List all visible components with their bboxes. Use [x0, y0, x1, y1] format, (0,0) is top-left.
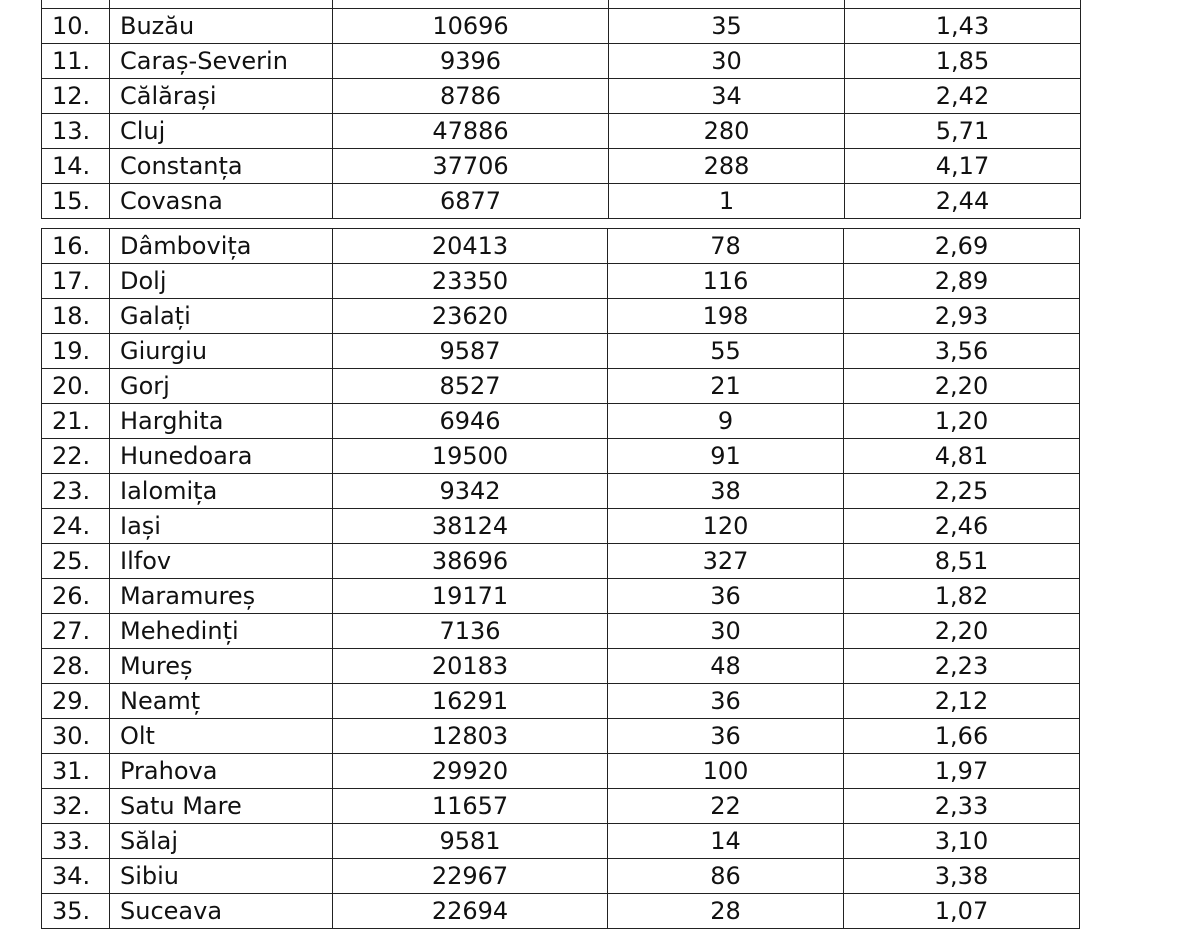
table-row [42, 439, 1080, 474]
value-3-cell: 1,07 [844, 894, 1080, 929]
row-number-cell: 15. [42, 184, 110, 219]
county-name-cell: Hunedoara [110, 439, 333, 474]
value-1-cell: 6946 [333, 404, 608, 439]
value-3-cell: 4,17 [845, 149, 1081, 184]
value-2-cell: 100 [608, 754, 844, 789]
row-number-cell: 23. [42, 474, 110, 509]
row-number-cell: 25. [42, 544, 110, 579]
value-2-cell: 30 [608, 614, 844, 649]
county-name-cell: Olt [110, 719, 333, 754]
table-row [42, 44, 1081, 79]
table-row [42, 404, 1080, 439]
county-table-part-1-body [42, 0, 1081, 219]
value-2-cell: 48 [608, 649, 844, 684]
row-number-cell: 13. [42, 114, 110, 149]
value-3-cell: 1,85 [845, 44, 1081, 79]
county-name-cell: Sălaj [110, 824, 333, 859]
row-number-cell: 26. [42, 579, 110, 614]
value-3-cell: 1,20 [844, 404, 1080, 439]
county-name-cell: Constanța [110, 149, 333, 184]
row-number-cell: 28. [42, 649, 110, 684]
value-3-cell: 2,89 [844, 264, 1080, 299]
value-3-cell: 1,97 [844, 754, 1080, 789]
table-row [42, 299, 1080, 334]
value-1-cell: 23350 [333, 264, 608, 299]
row-number-cell: 35. [42, 894, 110, 929]
row-number-cell: 19. [42, 334, 110, 369]
value-3-cell: 3,10 [844, 824, 1080, 859]
county-table-part-2-body [42, 229, 1080, 929]
value-2-cell: 35 [609, 9, 845, 44]
value-3-cell: 4,81 [844, 439, 1080, 474]
county-name-cell: Cluj [110, 114, 333, 149]
county-name-cell: Galați [110, 299, 333, 334]
value-1-cell: 38124 [333, 509, 608, 544]
table-row [42, 579, 1080, 614]
value-3-cell: 3,56 [844, 334, 1080, 369]
value-1-cell: 22967 [333, 859, 608, 894]
county-name-cell: Buzău [110, 9, 333, 44]
value-1-cell: 10696 [333, 9, 609, 44]
value-3-cell: 2,44 [845, 184, 1081, 219]
county-name-cell: Ilfov [110, 544, 333, 579]
value-3-cell: 2,42 [845, 79, 1081, 114]
value-2-cell: 198 [608, 299, 844, 334]
table-row [42, 789, 1080, 824]
value-3-cell: 2,46 [844, 509, 1080, 544]
value-2-cell: 22 [608, 789, 844, 824]
row-number-cell: 27. [42, 614, 110, 649]
county-name-cell: Mehedinți [110, 614, 333, 649]
county-name-cell: Sibiu [110, 859, 333, 894]
value-1-cell: 8527 [333, 369, 608, 404]
row-number-cell: 32. [42, 789, 110, 824]
value-2-cell: 36 [608, 719, 844, 754]
value-1-cell [333, 0, 609, 9]
county-name-cell: Neamț [110, 684, 333, 719]
value-3-cell: 8,51 [844, 544, 1080, 579]
table-row [42, 474, 1080, 509]
row-number-cell: 12. [42, 79, 110, 114]
value-3-cell: 2,25 [844, 474, 1080, 509]
value-1-cell: 9396 [333, 44, 609, 79]
table-row [42, 649, 1080, 684]
row-number-cell: 10. [42, 9, 110, 44]
value-2-cell: 28 [608, 894, 844, 929]
table-row [42, 229, 1080, 264]
county-name-cell: Dolj [110, 264, 333, 299]
row-number-cell [42, 0, 110, 9]
row-number-cell: 30. [42, 719, 110, 754]
value-2-cell: 36 [608, 684, 844, 719]
value-3-cell: 2,20 [844, 614, 1080, 649]
county-name-cell: Satu Mare [110, 789, 333, 824]
value-1-cell: 6877 [333, 184, 609, 219]
value-1-cell: 37706 [333, 149, 609, 184]
table-row [42, 509, 1080, 544]
value-1-cell: 19500 [333, 439, 608, 474]
county-name-cell: Ialomița [110, 474, 333, 509]
county-name-cell: Mureș [110, 649, 333, 684]
table-row [42, 859, 1080, 894]
value-2-cell: 21 [608, 369, 844, 404]
value-2-cell: 14 [608, 824, 844, 859]
value-1-cell: 20413 [333, 229, 608, 264]
county-name-cell: Iași [110, 509, 333, 544]
value-2-cell: 78 [608, 229, 844, 264]
table-row [42, 824, 1080, 859]
value-3-cell: 3,38 [844, 859, 1080, 894]
value-1-cell: 12803 [333, 719, 608, 754]
table-row [42, 614, 1080, 649]
row-number-cell: 18. [42, 299, 110, 334]
row-number-cell: 31. [42, 754, 110, 789]
value-1-cell: 47886 [333, 114, 609, 149]
value-3-cell: 2,93 [844, 299, 1080, 334]
value-3-cell: 2,23 [844, 649, 1080, 684]
value-2-cell: 9 [608, 404, 844, 439]
county-name-cell: Caraș-Severin [110, 44, 333, 79]
value-3-cell: 1,82 [844, 579, 1080, 614]
table-row [42, 719, 1080, 754]
table-row [42, 754, 1080, 789]
row-number-cell: 17. [42, 264, 110, 299]
row-number-cell: 24. [42, 509, 110, 544]
value-1-cell: 29920 [333, 754, 608, 789]
value-2-cell: 30 [609, 44, 845, 79]
value-3-cell: 2,69 [844, 229, 1080, 264]
value-2-cell [609, 0, 845, 9]
row-number-cell: 33. [42, 824, 110, 859]
row-number-cell: 20. [42, 369, 110, 404]
value-2-cell: 36 [608, 579, 844, 614]
value-2-cell: 116 [608, 264, 844, 299]
table-row [42, 114, 1081, 149]
value-2-cell: 38 [608, 474, 844, 509]
value-3-cell: 2,33 [844, 789, 1080, 824]
value-3-cell: 5,71 [845, 114, 1081, 149]
value-1-cell: 22694 [333, 894, 608, 929]
value-2-cell: 91 [608, 439, 844, 474]
value-2-cell: 34 [609, 79, 845, 114]
county-name-cell: Giurgiu [110, 334, 333, 369]
value-3-cell [845, 0, 1081, 9]
row-number-cell: 21. [42, 404, 110, 439]
county-name-cell: Covasna [110, 184, 333, 219]
table-row [42, 334, 1080, 369]
county-name-cell [110, 0, 333, 9]
value-1-cell: 11657 [333, 789, 608, 824]
value-2-cell: 288 [609, 149, 845, 184]
row-number-cell: 22. [42, 439, 110, 474]
value-1-cell: 23620 [333, 299, 608, 334]
value-2-cell: 86 [608, 859, 844, 894]
value-1-cell: 9587 [333, 334, 608, 369]
value-1-cell: 19171 [333, 579, 608, 614]
county-name-cell: Suceava [110, 894, 333, 929]
value-1-cell: 16291 [333, 684, 608, 719]
value-1-cell: 7136 [333, 614, 608, 649]
county-table-part-1 [41, 0, 1081, 219]
value-3-cell: 1,43 [845, 9, 1081, 44]
value-2-cell: 327 [608, 544, 844, 579]
table-row [42, 894, 1080, 929]
table-row [42, 149, 1081, 184]
county-name-cell: Harghita [110, 404, 333, 439]
county-name-cell: Gorj [110, 369, 333, 404]
value-2-cell: 1 [609, 184, 845, 219]
county-table-part-2 [41, 228, 1080, 929]
table-row [42, 369, 1080, 404]
row-number-cell: 11. [42, 44, 110, 79]
county-name-cell: Călărași [110, 79, 333, 114]
value-1-cell: 38696 [333, 544, 608, 579]
table-row [42, 264, 1080, 299]
row-number-cell: 16. [42, 229, 110, 264]
table-row [42, 684, 1080, 719]
value-2-cell: 280 [609, 114, 845, 149]
table-row [42, 0, 1081, 9]
value-2-cell: 120 [608, 509, 844, 544]
table-row [42, 9, 1081, 44]
table-row [42, 184, 1081, 219]
value-1-cell: 9581 [333, 824, 608, 859]
value-2-cell: 55 [608, 334, 844, 369]
row-number-cell: 29. [42, 684, 110, 719]
table-row [42, 544, 1080, 579]
county-name-cell: Dâmbovița [110, 229, 333, 264]
county-name-cell: Maramureș [110, 579, 333, 614]
value-1-cell: 20183 [333, 649, 608, 684]
value-1-cell: 8786 [333, 79, 609, 114]
county-name-cell: Prahova [110, 754, 333, 789]
value-1-cell: 9342 [333, 474, 608, 509]
table-row [42, 79, 1081, 114]
value-3-cell: 2,20 [844, 369, 1080, 404]
row-number-cell: 34. [42, 859, 110, 894]
value-3-cell: 1,66 [844, 719, 1080, 754]
row-number-cell: 14. [42, 149, 110, 184]
value-3-cell: 2,12 [844, 684, 1080, 719]
